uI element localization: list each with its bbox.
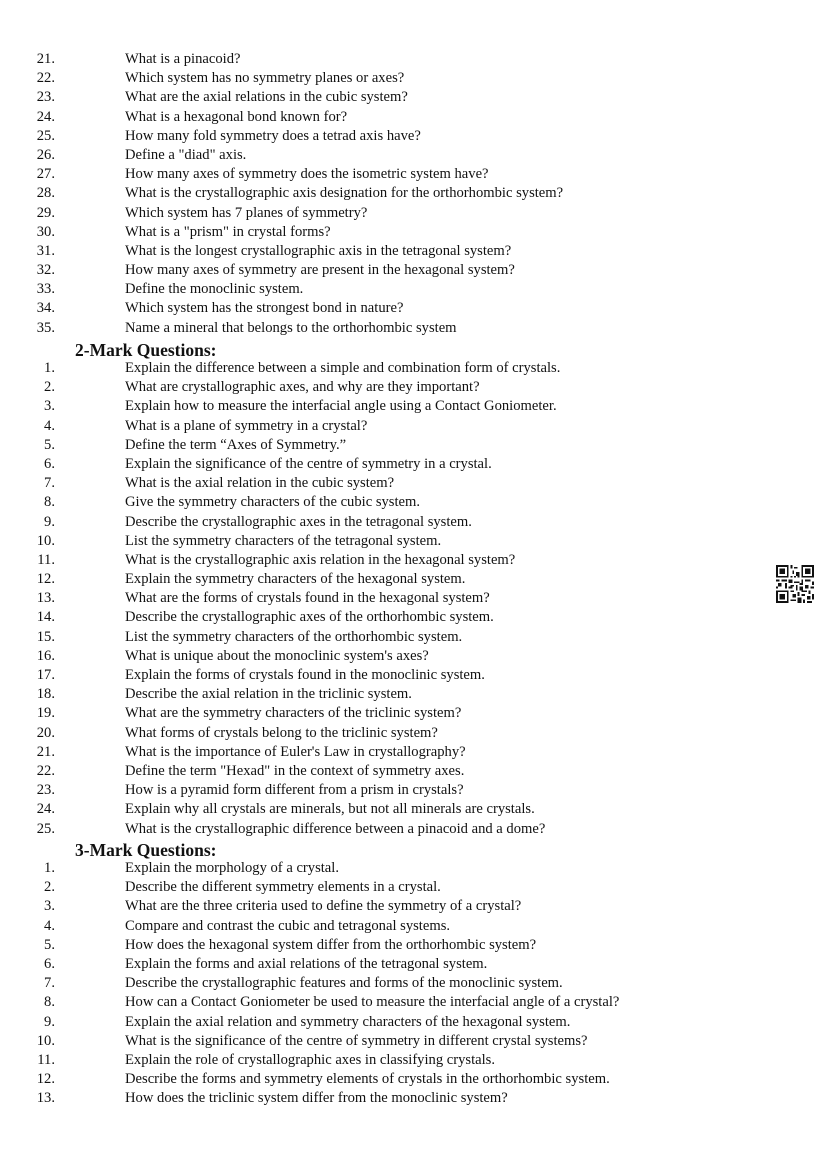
question-item xyxy=(0,378,760,397)
question-item xyxy=(0,647,760,666)
question-text: What is the importance of Euler's Law in crystallography? xyxy=(125,743,466,760)
question-number: 32. xyxy=(36,262,55,279)
question-text: How does the hexagonal system differ from the orthorhombic system? xyxy=(125,936,537,953)
question-text: List the symmetry characters of the orthorhombic system. xyxy=(125,628,463,645)
question-text: What forms of crystals belong to the triclinic system? xyxy=(125,724,438,741)
question-item xyxy=(0,513,760,532)
question-text: What is a plane of symmetry in a crystal? xyxy=(125,417,368,434)
question-text: Which system has 7 planes of symmetry? xyxy=(125,204,368,221)
question-item xyxy=(0,878,760,897)
question-number: 4. xyxy=(44,417,55,434)
question-text: Define a "diad" axis. xyxy=(125,146,247,163)
question-number: 5. xyxy=(44,436,55,453)
question-item xyxy=(0,50,760,69)
question-text: Define the term "Hexad" in the context of symmetry axes. xyxy=(125,762,465,779)
question-number: 12. xyxy=(36,571,55,588)
question-number: 11. xyxy=(37,1051,55,1068)
question-number: 8. xyxy=(44,494,55,511)
question-number: 34. xyxy=(36,300,55,317)
question-text: Name a mineral that belongs to the orthorhombic system xyxy=(125,319,457,336)
question-item xyxy=(0,359,760,378)
question-item xyxy=(0,704,760,723)
question-item xyxy=(0,436,760,455)
question-text: How many fold symmetry does a tetrad axis have? xyxy=(125,127,421,144)
question-number: 6. xyxy=(44,955,55,972)
question-number: 1. xyxy=(44,860,55,876)
question-text: Describe the different symmetry elements in a crystal. xyxy=(125,879,441,896)
question-text: What is the crystallographic axis relation in the hexagonal system? xyxy=(125,551,516,568)
question-number: 17. xyxy=(36,667,55,683)
question-number: 22. xyxy=(36,762,55,779)
question-text: Explain the morphology of a crystal. xyxy=(125,860,339,876)
question-number: 14. xyxy=(36,609,55,626)
question-text: What are the three criteria used to define the symmetry of a crystal? xyxy=(125,898,522,915)
question-item xyxy=(0,299,760,318)
question-item xyxy=(0,917,760,936)
question-item xyxy=(0,666,760,685)
question-number: 21. xyxy=(36,743,55,760)
question-number: 26. xyxy=(36,146,55,163)
question-text: How many axes of symmetry are present in the hexagonal system? xyxy=(125,262,515,279)
question-number: 21. xyxy=(36,51,55,67)
question-number: 13. xyxy=(36,1090,55,1107)
question-text: List the symmetry characters of the tetragonal system. xyxy=(125,532,442,549)
question-number: 2. xyxy=(44,379,55,396)
question-text: What is the significance of the centre of symmetry in different crystal systems? xyxy=(125,1032,588,1049)
question-number: 27. xyxy=(36,166,55,183)
question-item xyxy=(0,570,760,589)
question-number: 3. xyxy=(44,898,55,915)
question-text: Which system has the strongest bond in nature? xyxy=(125,300,404,317)
question-text: Explain the significance of the centre of symmetry in a crystal. xyxy=(125,455,492,472)
question-text: Explain why all crystals are minerals, but not all minerals are crystals. xyxy=(125,801,535,818)
question-text: How many axes of symmetry does the isometric system have? xyxy=(125,166,489,183)
question-item xyxy=(0,724,760,743)
question-text: Explain the role of crystallographic axes in classifying crystals. xyxy=(125,1051,496,1068)
question-number: 15. xyxy=(36,628,55,645)
question-number: 11. xyxy=(37,551,55,568)
question-text: What are the symmetry characters of the triclinic system? xyxy=(125,705,462,722)
question-number: 22. xyxy=(36,70,55,87)
question-item xyxy=(0,1070,760,1089)
question-number: 33. xyxy=(36,281,55,298)
question-item xyxy=(0,820,760,839)
question-number: 23. xyxy=(36,782,55,799)
question-number: 12. xyxy=(36,1071,55,1088)
question-text: Explain the symmetry characters of the hexagonal system. xyxy=(125,571,466,588)
question-number: 18. xyxy=(36,686,55,703)
question-number: 7. xyxy=(44,475,55,492)
question-item xyxy=(0,743,760,762)
question-text: How can a Contact Goniometer be used to measure the interfacial angle of a crystal? xyxy=(125,994,620,1011)
three-mark-heading: 3-Mark Questions: xyxy=(75,840,217,860)
question-item xyxy=(0,1013,760,1032)
three-mark-question-list xyxy=(0,859,760,1108)
question-text: Explain how to measure the interfacial angle using a Contact Goniometer. xyxy=(125,398,557,415)
question-item xyxy=(0,319,760,338)
question-text: How is a pyramid form different from a prism in crystals? xyxy=(125,782,464,799)
question-number: 25. xyxy=(36,127,55,144)
question-item xyxy=(0,762,760,781)
question-item xyxy=(0,1032,760,1051)
question-number: 31. xyxy=(36,242,55,259)
question-number: 4. xyxy=(44,917,55,934)
question-number: 29. xyxy=(36,204,55,221)
question-item xyxy=(0,589,760,608)
question-text: Describe the crystallographic features and forms of the monoclinic system. xyxy=(125,975,563,992)
question-text: Which system has no symmetry planes or axes? xyxy=(125,70,405,87)
question-text: What is the crystallographic difference between a pinacoid and a dome? xyxy=(125,820,546,837)
question-item xyxy=(0,69,760,88)
question-text: Describe the crystallographic axes of the orthorhombic system. xyxy=(125,609,494,626)
question-item xyxy=(0,493,760,512)
question-item xyxy=(0,628,760,647)
question-text: Describe the axial relation in the triclinic system. xyxy=(125,686,412,703)
question-text: Explain the forms of crystals found in the monoclinic system. xyxy=(125,667,485,683)
question-text: What is the crystallographic axis designation for the orthorhombic system? xyxy=(125,185,564,202)
question-item xyxy=(0,608,760,627)
question-item xyxy=(0,184,760,203)
question-text: What is a hexagonal bond known for? xyxy=(125,108,348,125)
question-text: What is a "prism" in crystal forms? xyxy=(125,223,331,240)
question-number: 6. xyxy=(44,455,55,472)
question-item xyxy=(0,974,760,993)
question-text: What are the forms of crystals found in the hexagonal system? xyxy=(125,590,490,607)
question-item xyxy=(0,474,760,493)
question-number: 3. xyxy=(44,398,55,415)
question-text: Describe the forms and symmetry elements of crystals in the orthorhombic system. xyxy=(125,1071,610,1088)
question-text: What are the axial relations in the cubic system? xyxy=(125,89,408,106)
question-item xyxy=(0,955,760,974)
question-number: 28. xyxy=(36,185,55,202)
question-item xyxy=(0,551,760,570)
question-number: 25. xyxy=(36,820,55,837)
question-text: What is the longest crystallographic axis in the tetragonal system? xyxy=(125,242,512,259)
question-item xyxy=(0,455,760,474)
question-item xyxy=(0,204,760,223)
question-text: Explain the axial relation and symmetry characters of the hexagonal system. xyxy=(125,1013,571,1030)
question-number: 10. xyxy=(36,1032,55,1049)
question-item xyxy=(0,1089,760,1108)
question-item xyxy=(0,242,760,261)
question-number: 35. xyxy=(36,319,55,336)
two-mark-question-list xyxy=(0,359,760,839)
question-text: What is unique about the monoclinic system's axes? xyxy=(125,647,429,664)
question-number: 24. xyxy=(36,801,55,818)
question-number: 1. xyxy=(44,360,55,376)
question-text: Explain the forms and axial relations of the tetragonal system. xyxy=(125,955,488,972)
question-item xyxy=(0,127,760,146)
question-number: 7. xyxy=(44,975,55,992)
question-text: How does the triclinic system differ from the monoclinic system? xyxy=(125,1090,508,1107)
question-item xyxy=(0,280,760,299)
qr-code[interactable] xyxy=(776,565,814,603)
question-number: 9. xyxy=(44,1013,55,1030)
question-number: 8. xyxy=(44,994,55,1011)
question-text: Define the term “Axes of Symmetry.” xyxy=(125,436,347,453)
question-number: 20. xyxy=(36,724,55,741)
question-number: 24. xyxy=(36,108,55,125)
question-number: 2. xyxy=(44,879,55,896)
question-item xyxy=(0,685,760,704)
question-number: 23. xyxy=(36,89,55,106)
question-text: Define the monoclinic system. xyxy=(125,281,304,298)
question-item xyxy=(0,397,760,416)
two-mark-heading: 2-Mark Questions: xyxy=(75,340,217,360)
question-number: 19. xyxy=(36,705,55,722)
question-number: 10. xyxy=(36,532,55,549)
one-mark-question-list xyxy=(0,50,760,338)
question-text: Describe the crystallographic axes in the tetragonal system. xyxy=(125,513,472,530)
question-item xyxy=(0,993,760,1012)
question-number: 30. xyxy=(36,223,55,240)
question-item xyxy=(0,897,760,916)
question-item xyxy=(0,859,760,878)
question-item xyxy=(0,936,760,955)
question-text: Give the symmetry characters of the cubic system. xyxy=(125,494,421,511)
question-item xyxy=(0,781,760,800)
question-number: 16. xyxy=(36,647,55,664)
question-number: 5. xyxy=(44,936,55,953)
question-item xyxy=(0,88,760,107)
question-text: Explain the difference between a simple and combination form of crystals. xyxy=(125,360,561,376)
question-text: What are crystallographic axes, and why are they important? xyxy=(125,379,480,396)
question-text: What is a pinacoid? xyxy=(125,51,241,67)
question-item xyxy=(0,261,760,280)
question-item xyxy=(0,108,760,127)
question-item xyxy=(0,223,760,242)
question-number: 9. xyxy=(44,513,55,530)
question-text: What is the axial relation in the cubic system? xyxy=(125,475,395,492)
question-item xyxy=(0,800,760,819)
question-number: 13. xyxy=(36,590,55,607)
question-item xyxy=(0,532,760,551)
question-item xyxy=(0,1051,760,1070)
question-text: Compare and contrast the cubic and tetragonal systems. xyxy=(125,917,451,934)
question-item xyxy=(0,417,760,436)
question-item xyxy=(0,165,760,184)
question-item xyxy=(0,146,760,165)
